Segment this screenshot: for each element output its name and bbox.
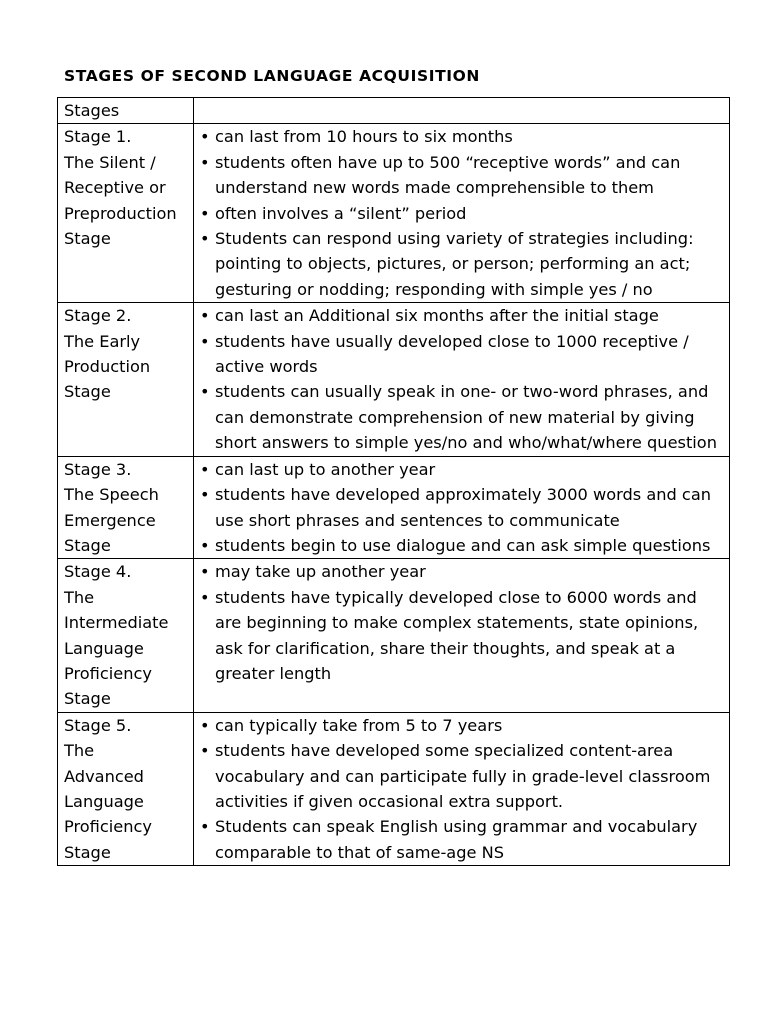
stage-description-cell (194, 559, 730, 712)
stage-name-line: Advanced (64, 766, 144, 786)
list-item (200, 226, 725, 302)
list-item (200, 201, 725, 226)
stage-name-line: Stage 5. (64, 715, 132, 735)
stages-table (57, 97, 730, 866)
bullet-text: students have usually developed close to 1000 receptive / active words (215, 331, 689, 377)
bullet-dot-icon: • (200, 535, 210, 555)
stage-name-cell (58, 303, 194, 456)
header-stages-label: Stages (64, 101, 120, 120)
bullet-text: students have typically developed close to 6000 words and are beginning to make complex statements, state opinions, ask for clarification, share their thoughts, and speak at a greater length (215, 587, 699, 683)
stage-name-line: The Early (64, 331, 141, 351)
bullet-dot-icon: • (200, 152, 210, 172)
bullet-text: can last up to another year (215, 459, 436, 479)
stage-name-line: The Speech (64, 485, 159, 505)
stage-name-line: The Silent / (64, 152, 156, 172)
bullet-text: students can usually speak in one- or two-word phrases, and can demonstrate comprehension of new material by giving short answers to simple yes/no and who/what/where question (215, 382, 717, 453)
stage-name-line: Proficiency (64, 817, 152, 837)
stage-name-line: Emergence (64, 510, 156, 530)
stage-description-cell (194, 712, 730, 865)
list-item (200, 150, 725, 201)
stage-name-cell (58, 456, 194, 559)
bullet-list (200, 457, 725, 559)
stage-name-cell (58, 559, 194, 712)
stage-name-line: Proficiency (64, 663, 152, 683)
bullet-dot-icon: • (200, 817, 210, 837)
stage-description-cell (194, 456, 730, 559)
stage-name-line: Production (64, 357, 151, 377)
list-item (200, 738, 725, 814)
bullet-text: Students can speak English using grammar and vocabulary comparable to that of same-age NS (215, 817, 698, 862)
bullet-dot-icon: • (200, 331, 210, 351)
stage-description-cell (194, 303, 730, 456)
bullet-list (200, 713, 725, 865)
document-title: STAGES OF SECOND LANGUAGE ACQUISITION (64, 67, 480, 85)
stage-name-line: Stage (64, 229, 111, 249)
stage-name-cell (58, 124, 194, 303)
table-row (58, 456, 730, 559)
stage-name-line: Intermediate (64, 613, 169, 633)
bullet-text: can typically take from 5 to 7 years (215, 715, 503, 735)
stage-name-line: Stage (64, 842, 111, 862)
table-row (58, 124, 730, 303)
stage-name-line: Preproduction (64, 203, 177, 223)
stages-table-body (58, 98, 730, 866)
stage-name-line: Stage 3. (64, 459, 132, 479)
stage-name-line: Stage (64, 689, 111, 709)
bullet-list (200, 124, 725, 302)
table-row (58, 712, 730, 865)
header-description-cell (194, 98, 730, 124)
list-item (200, 379, 725, 455)
stage-name-line: Receptive or (64, 178, 166, 198)
table-header-row (58, 98, 730, 124)
bullet-dot-icon: • (200, 715, 210, 735)
list-item (200, 559, 725, 584)
list-item (200, 533, 725, 558)
bullet-dot-icon: • (200, 459, 210, 479)
bullet-text: students often have up to 500 “receptive words” and can understand new words made comprehensible to them (215, 152, 681, 198)
list-item (200, 585, 725, 687)
bullet-dot-icon: • (200, 485, 210, 505)
bullet-dot-icon: • (200, 203, 210, 223)
stage-name-line: Language (64, 791, 144, 811)
bullet-list (200, 303, 725, 455)
list-item (200, 482, 725, 533)
stage-description-cell (194, 124, 730, 303)
table-row (58, 303, 730, 456)
header-stages-cell (58, 98, 194, 124)
bullet-dot-icon: • (200, 306, 210, 326)
bullet-dot-icon: • (200, 741, 210, 761)
stage-name-line: Stage (64, 535, 111, 555)
stage-name-line: Stage 2. (64, 306, 132, 326)
bullet-text: can last from 10 hours to six months (215, 127, 513, 147)
list-item (200, 329, 725, 380)
list-item (200, 303, 725, 328)
bullet-dot-icon: • (200, 229, 210, 249)
stage-name-line: Stage 1. (64, 127, 132, 147)
bullet-text: students have developed some specialized content-area vocabulary and can participate fully in grade-level classroom activities if given occasional extra support. (215, 741, 711, 811)
stage-name-line: Language (64, 638, 144, 658)
list-item (200, 814, 725, 865)
bullet-text: Students can respond using variety of strategies including: pointing to objects, pictures, or person; performing an act; gesturing or nodding; responding with simple yes / no (215, 229, 694, 299)
bullet-dot-icon: • (200, 562, 210, 582)
bullet-text: often involves a “silent” period (215, 203, 467, 223)
stage-name-line: Stage (64, 382, 111, 402)
bullet-dot-icon: • (200, 127, 210, 147)
stage-name-cell (58, 712, 194, 865)
bullet-text: students have developed approximately 3000 words and can use short phrases and sentences to communicate (215, 485, 712, 530)
bullet-text: may take up another year (215, 562, 426, 582)
bullet-list (200, 559, 725, 686)
bullet-text: students begin to use dialogue and can ask simple questions (215, 535, 711, 555)
stage-name-line: Stage 4. (64, 562, 132, 582)
stage-name-line: The (64, 587, 95, 607)
bullet-text: can last an Additional six months after the initial stage (215, 306, 659, 326)
list-item (200, 124, 725, 149)
bullet-dot-icon: • (200, 587, 210, 607)
list-item (200, 713, 725, 738)
bullet-dot-icon: • (200, 382, 210, 402)
table-row (58, 559, 730, 712)
list-item (200, 457, 725, 482)
stage-name-line: The (64, 741, 95, 761)
